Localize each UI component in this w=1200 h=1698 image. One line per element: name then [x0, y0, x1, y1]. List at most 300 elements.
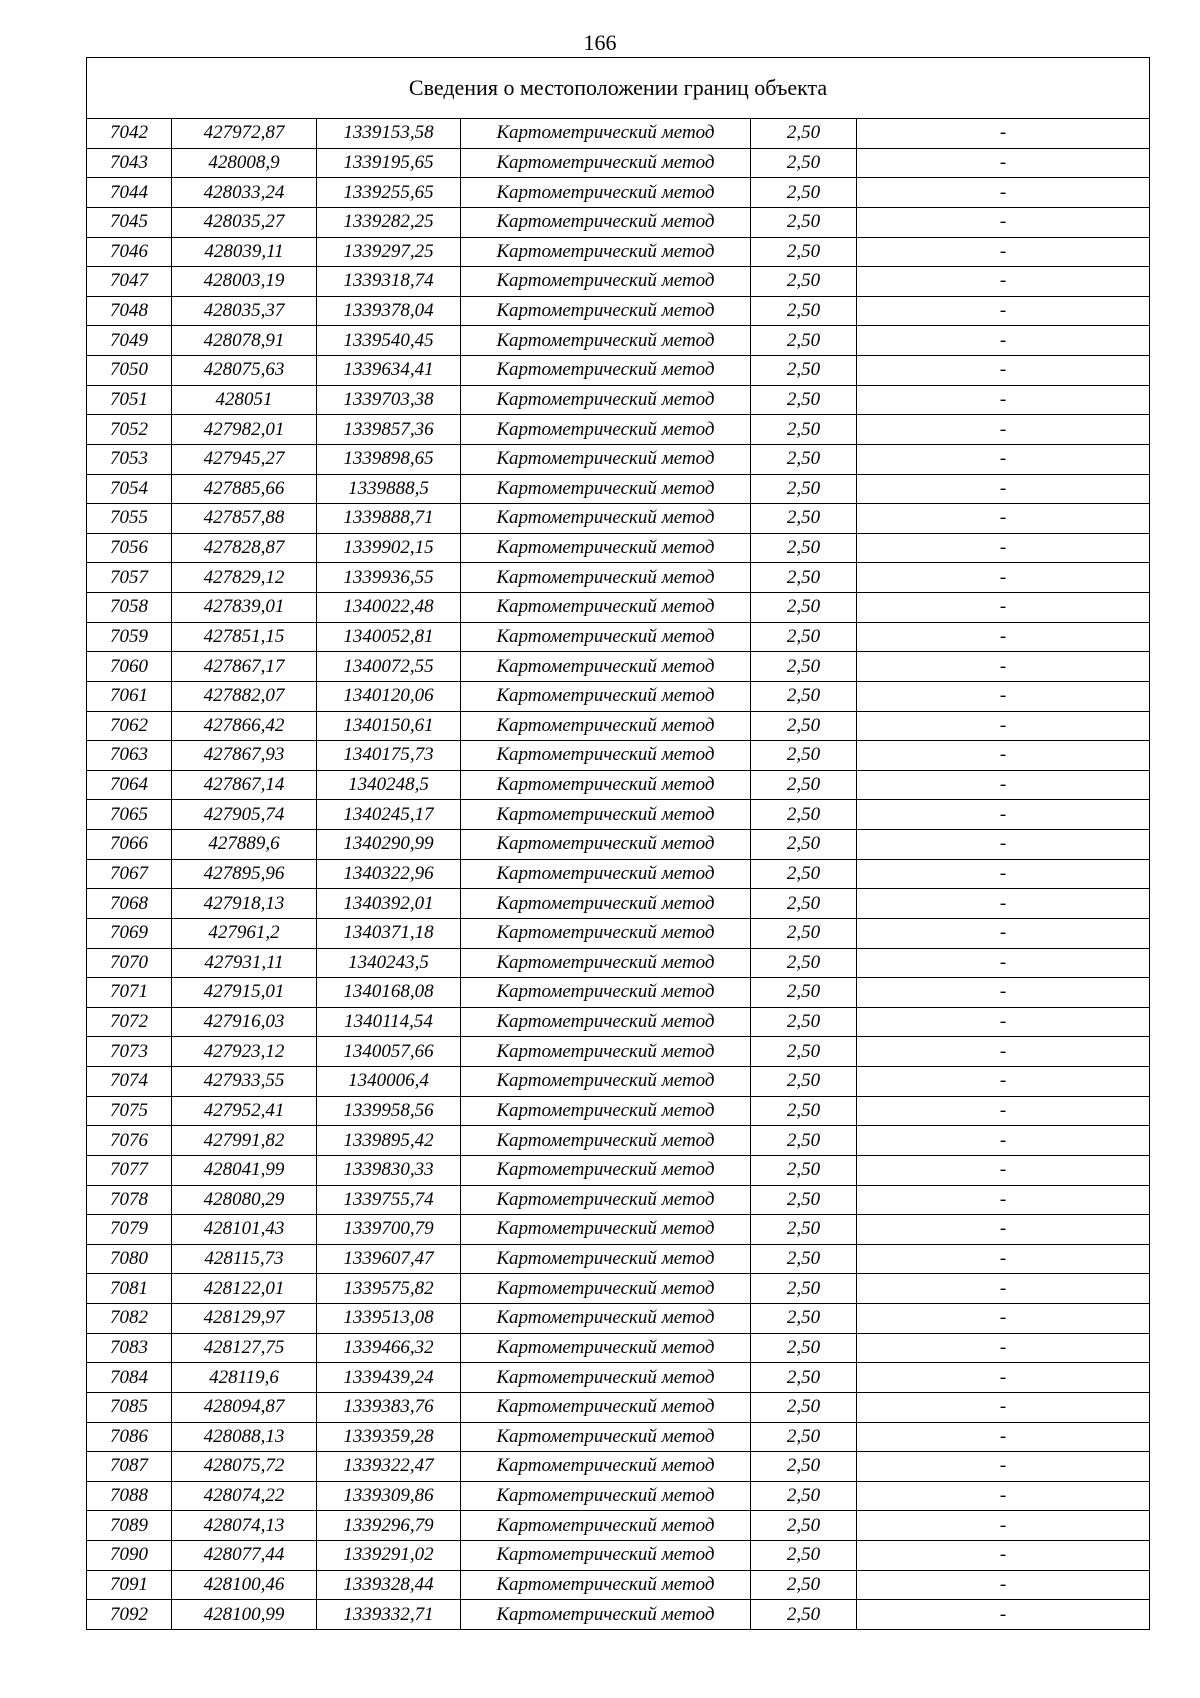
- cell-coordinate-y: 1339830,33: [317, 1155, 461, 1185]
- cell-accuracy: 2,50: [751, 1600, 857, 1630]
- cell-point-number: 7056: [87, 533, 172, 563]
- cell-description: -: [857, 356, 1150, 386]
- table-row: [87, 978, 1150, 1008]
- cell-description: -: [857, 207, 1150, 237]
- cell-coordinate-y: 1340057,66: [317, 1037, 461, 1067]
- cell-accuracy: 2,50: [751, 681, 857, 711]
- cell-description: -: [857, 444, 1150, 474]
- cell-description: -: [857, 474, 1150, 504]
- cell-determination-method: Картометрический метод: [461, 652, 751, 682]
- cell-coordinate-y: 1339888,5: [317, 474, 461, 504]
- table-row: [87, 1215, 1150, 1245]
- table-row: [87, 1155, 1150, 1185]
- cell-coordinate-x: 428008,9: [172, 148, 317, 178]
- cell-description: -: [857, 1392, 1150, 1422]
- cell-determination-method: Картометрический метод: [461, 119, 751, 149]
- cell-description: -: [857, 741, 1150, 771]
- cell-coordinate-x: 428129,97: [172, 1304, 317, 1334]
- cell-coordinate-y: 1340150,61: [317, 711, 461, 741]
- cell-description: -: [857, 593, 1150, 623]
- cell-accuracy: 2,50: [751, 948, 857, 978]
- cell-coordinate-y: 1339700,79: [317, 1215, 461, 1245]
- table-row: [87, 1452, 1150, 1482]
- cell-accuracy: 2,50: [751, 918, 857, 948]
- table-row: [87, 1600, 1150, 1630]
- cell-accuracy: 2,50: [751, 622, 857, 652]
- cell-point-number: 7077: [87, 1155, 172, 1185]
- table-row: [87, 593, 1150, 623]
- cell-point-number: 7085: [87, 1392, 172, 1422]
- cell-coordinate-y: 1339540,45: [317, 326, 461, 356]
- table-row: [87, 504, 1150, 534]
- cell-point-number: 7057: [87, 563, 172, 593]
- cell-point-number: 7070: [87, 948, 172, 978]
- cell-determination-method: Картометрический метод: [461, 1363, 751, 1393]
- table-row: [87, 1037, 1150, 1067]
- cell-coordinate-y: 1339634,41: [317, 356, 461, 386]
- cell-description: -: [857, 948, 1150, 978]
- cell-coordinate-x: 428075,63: [172, 356, 317, 386]
- cell-accuracy: 2,50: [751, 1422, 857, 1452]
- table-row: [87, 681, 1150, 711]
- cell-coordinate-y: 1340052,81: [317, 622, 461, 652]
- table-row: [87, 1067, 1150, 1097]
- cell-point-number: 7059: [87, 622, 172, 652]
- table-row: [87, 444, 1150, 474]
- table-row: [87, 1096, 1150, 1126]
- table-row: [87, 415, 1150, 445]
- cell-coordinate-y: 1339195,65: [317, 148, 461, 178]
- cell-determination-method: Картометрический метод: [461, 1422, 751, 1452]
- cell-determination-method: Картометрический метод: [461, 1392, 751, 1422]
- cell-description: -: [857, 1215, 1150, 1245]
- cell-determination-method: Картометрический метод: [461, 178, 751, 208]
- cell-description: -: [857, 296, 1150, 326]
- cell-determination-method: Картометрический метод: [461, 800, 751, 830]
- cell-point-number: 7064: [87, 770, 172, 800]
- table-row: [87, 711, 1150, 741]
- table-body: [87, 119, 1150, 1630]
- cell-coordinate-y: 1339255,65: [317, 178, 461, 208]
- table-row: [87, 237, 1150, 267]
- cell-accuracy: 2,50: [751, 1363, 857, 1393]
- cell-coordinate-x: 427945,27: [172, 444, 317, 474]
- cell-point-number: 7090: [87, 1541, 172, 1571]
- table-row: [87, 1481, 1150, 1511]
- cell-description: -: [857, 1185, 1150, 1215]
- cell-description: -: [857, 326, 1150, 356]
- cell-description: -: [857, 533, 1150, 563]
- cell-coordinate-x: 428074,13: [172, 1511, 317, 1541]
- cell-accuracy: 2,50: [751, 800, 857, 830]
- table-row: [87, 563, 1150, 593]
- table-row: [87, 652, 1150, 682]
- cell-coordinate-x: 428077,44: [172, 1541, 317, 1571]
- cell-determination-method: Картометрический метод: [461, 1274, 751, 1304]
- table-row: [87, 1511, 1150, 1541]
- cell-coordinate-x: 428100,46: [172, 1570, 317, 1600]
- cell-point-number: 7051: [87, 385, 172, 415]
- table-row: [87, 889, 1150, 919]
- cell-determination-method: Картометрический метод: [461, 1481, 751, 1511]
- cell-accuracy: 2,50: [751, 1155, 857, 1185]
- cell-coordinate-x: 428115,73: [172, 1244, 317, 1274]
- cell-coordinate-x: 428100,99: [172, 1600, 317, 1630]
- cell-description: -: [857, 1333, 1150, 1363]
- cell-coordinate-x: 428080,29: [172, 1185, 317, 1215]
- cell-accuracy: 2,50: [751, 830, 857, 860]
- cell-coordinate-x: 427889,6: [172, 830, 317, 860]
- cell-coordinate-x: 427952,41: [172, 1096, 317, 1126]
- table-row: [87, 1007, 1150, 1037]
- cell-accuracy: 2,50: [751, 1541, 857, 1571]
- cell-coordinate-y: 1339383,76: [317, 1392, 461, 1422]
- cell-coordinate-y: 1339888,71: [317, 504, 461, 534]
- table-row: [87, 326, 1150, 356]
- cell-description: -: [857, 1481, 1150, 1511]
- cell-coordinate-x: 428094,87: [172, 1392, 317, 1422]
- cell-coordinate-y: 1340120,06: [317, 681, 461, 711]
- cell-determination-method: Картометрический метод: [461, 385, 751, 415]
- table-title-row: [87, 58, 1150, 119]
- cell-description: -: [857, 237, 1150, 267]
- cell-coordinate-x: 428074,22: [172, 1481, 317, 1511]
- cell-accuracy: 2,50: [751, 593, 857, 623]
- cell-determination-method: Картометрический метод: [461, 148, 751, 178]
- cell-accuracy: 2,50: [751, 1037, 857, 1067]
- table-row: [87, 1363, 1150, 1393]
- cell-coordinate-x: 427851,15: [172, 622, 317, 652]
- cell-coordinate-x: 427915,01: [172, 978, 317, 1008]
- cell-point-number: 7045: [87, 207, 172, 237]
- cell-coordinate-x: 427905,74: [172, 800, 317, 830]
- cell-description: -: [857, 504, 1150, 534]
- cell-coordinate-x: 428119,6: [172, 1363, 317, 1393]
- cell-coordinate-x: 427866,42: [172, 711, 317, 741]
- cell-coordinate-y: 1339703,38: [317, 385, 461, 415]
- cell-coordinate-x: 427829,12: [172, 563, 317, 593]
- cell-coordinate-x: 427882,07: [172, 681, 317, 711]
- cell-description: -: [857, 711, 1150, 741]
- cell-point-number: 7076: [87, 1126, 172, 1156]
- cell-accuracy: 2,50: [751, 652, 857, 682]
- cell-description: -: [857, 1600, 1150, 1630]
- cell-determination-method: Картометрический метод: [461, 207, 751, 237]
- cell-point-number: 7092: [87, 1600, 172, 1630]
- cell-description: -: [857, 1037, 1150, 1067]
- cell-coordinate-y: 1339332,71: [317, 1600, 461, 1630]
- cell-point-number: 7087: [87, 1452, 172, 1482]
- cell-accuracy: 2,50: [751, 1126, 857, 1156]
- cell-accuracy: 2,50: [751, 859, 857, 889]
- cell-description: -: [857, 1096, 1150, 1126]
- cell-coordinate-y: 1340322,96: [317, 859, 461, 889]
- cell-coordinate-y: 1340175,73: [317, 741, 461, 771]
- cell-description: -: [857, 652, 1150, 682]
- cell-coordinate-y: 1340168,08: [317, 978, 461, 1008]
- table-row: [87, 1392, 1150, 1422]
- table-row: [87, 859, 1150, 889]
- cell-determination-method: Картометрический метод: [461, 504, 751, 534]
- cell-coordinate-x: 427982,01: [172, 415, 317, 445]
- cell-determination-method: Картометрический метод: [461, 770, 751, 800]
- table-row: [87, 1333, 1150, 1363]
- cell-coordinate-y: 1339318,74: [317, 267, 461, 297]
- cell-point-number: 7069: [87, 918, 172, 948]
- cell-coordinate-y: 1339282,25: [317, 207, 461, 237]
- cell-accuracy: 2,50: [751, 356, 857, 386]
- cell-description: -: [857, 1511, 1150, 1541]
- cell-coordinate-y: 1339958,56: [317, 1096, 461, 1126]
- cell-determination-method: Картометрический метод: [461, 681, 751, 711]
- cell-coordinate-y: 1340006,4: [317, 1067, 461, 1097]
- cell-accuracy: 2,50: [751, 1481, 857, 1511]
- cell-coordinate-y: 1340072,55: [317, 652, 461, 682]
- cell-coordinate-x: 428127,75: [172, 1333, 317, 1363]
- cell-coordinate-y: 1339322,47: [317, 1452, 461, 1482]
- cell-determination-method: Картометрический метод: [461, 1570, 751, 1600]
- cell-coordinate-x: 427895,96: [172, 859, 317, 889]
- cell-coordinate-y: 1340245,17: [317, 800, 461, 830]
- cell-point-number: 7054: [87, 474, 172, 504]
- cell-accuracy: 2,50: [751, 889, 857, 919]
- cell-description: -: [857, 889, 1150, 919]
- cell-coordinate-y: 1339291,02: [317, 1541, 461, 1571]
- cell-determination-method: Картометрический метод: [461, 1333, 751, 1363]
- cell-point-number: 7050: [87, 356, 172, 386]
- cell-description: -: [857, 1007, 1150, 1037]
- table-row: [87, 948, 1150, 978]
- cell-point-number: 7052: [87, 415, 172, 445]
- table-row: [87, 178, 1150, 208]
- cell-description: -: [857, 1422, 1150, 1452]
- cell-coordinate-y: 1339296,79: [317, 1511, 461, 1541]
- cell-description: -: [857, 178, 1150, 208]
- cell-accuracy: 2,50: [751, 296, 857, 326]
- cell-determination-method: Картометрический метод: [461, 1452, 751, 1482]
- cell-determination-method: Картометрический метод: [461, 1007, 751, 1037]
- cell-accuracy: 2,50: [751, 148, 857, 178]
- cell-accuracy: 2,50: [751, 1007, 857, 1037]
- cell-coordinate-x: 427961,2: [172, 918, 317, 948]
- cell-point-number: 7081: [87, 1274, 172, 1304]
- cell-coordinate-x: 427933,55: [172, 1067, 317, 1097]
- cell-description: -: [857, 563, 1150, 593]
- cell-point-number: 7079: [87, 1215, 172, 1245]
- table-row: [87, 800, 1150, 830]
- cell-coordinate-y: 1340392,01: [317, 889, 461, 919]
- cell-determination-method: Картометрический метод: [461, 978, 751, 1008]
- cell-point-number: 7044: [87, 178, 172, 208]
- cell-point-number: 7071: [87, 978, 172, 1008]
- cell-coordinate-x: 427857,88: [172, 504, 317, 534]
- page-number: 166: [583, 30, 617, 55]
- cell-coordinate-x: 427991,82: [172, 1126, 317, 1156]
- cell-accuracy: 2,50: [751, 1185, 857, 1215]
- cell-accuracy: 2,50: [751, 1067, 857, 1097]
- cell-accuracy: 2,50: [751, 207, 857, 237]
- cell-accuracy: 2,50: [751, 1096, 857, 1126]
- cell-point-number: 7082: [87, 1304, 172, 1334]
- cell-coordinate-y: 1339153,58: [317, 119, 461, 149]
- cell-determination-method: Картометрический метод: [461, 622, 751, 652]
- cell-description: -: [857, 1274, 1150, 1304]
- cell-coordinate-x: 427867,14: [172, 770, 317, 800]
- cell-coordinate-y: 1339378,04: [317, 296, 461, 326]
- cell-coordinate-x: 427867,93: [172, 741, 317, 771]
- cell-determination-method: Картометрический метод: [461, 741, 751, 771]
- cell-determination-method: Картометрический метод: [461, 563, 751, 593]
- cell-determination-method: Картометрический метод: [461, 830, 751, 860]
- cell-description: -: [857, 1304, 1150, 1334]
- table-row: [87, 830, 1150, 860]
- cell-determination-method: Картометрический метод: [461, 593, 751, 623]
- table-row: [87, 1274, 1150, 1304]
- cell-point-number: 7061: [87, 681, 172, 711]
- cell-coordinate-y: 1340290,99: [317, 830, 461, 860]
- cell-point-number: 7049: [87, 326, 172, 356]
- cell-accuracy: 2,50: [751, 178, 857, 208]
- cell-coordinate-x: 427839,01: [172, 593, 317, 623]
- cell-point-number: 7047: [87, 267, 172, 297]
- cell-coordinate-x: 427828,87: [172, 533, 317, 563]
- cell-coordinate-y: 1339513,08: [317, 1304, 461, 1334]
- cell-description: -: [857, 1126, 1150, 1156]
- cell-description: -: [857, 1452, 1150, 1482]
- cell-description: -: [857, 770, 1150, 800]
- cell-description: -: [857, 148, 1150, 178]
- table-title: Сведения о местоположении границ объекта: [87, 58, 1150, 119]
- cell-determination-method: Картометрический метод: [461, 1185, 751, 1215]
- cell-point-number: 7058: [87, 593, 172, 623]
- cell-coordinate-x: 428003,19: [172, 267, 317, 297]
- cell-point-number: 7043: [87, 148, 172, 178]
- cell-description: -: [857, 681, 1150, 711]
- cell-point-number: 7067: [87, 859, 172, 889]
- cell-coordinate-y: 1339902,15: [317, 533, 461, 563]
- cell-determination-method: Картометрический метод: [461, 444, 751, 474]
- table-row: [87, 918, 1150, 948]
- cell-point-number: 7042: [87, 119, 172, 149]
- cell-description: -: [857, 918, 1150, 948]
- cell-coordinate-y: 1340371,18: [317, 918, 461, 948]
- cell-coordinate-x: 428033,24: [172, 178, 317, 208]
- boundary-coordinates-table: [86, 57, 1150, 1630]
- cell-point-number: 7046: [87, 237, 172, 267]
- table-row: [87, 770, 1150, 800]
- cell-coordinate-y: 1339328,44: [317, 1570, 461, 1600]
- cell-coordinate-y: 1339898,65: [317, 444, 461, 474]
- cell-description: -: [857, 1570, 1150, 1600]
- cell-determination-method: Картометрический метод: [461, 1096, 751, 1126]
- cell-description: -: [857, 415, 1150, 445]
- cell-determination-method: Картометрический метод: [461, 1037, 751, 1067]
- cell-determination-method: Картометрический метод: [461, 1304, 751, 1334]
- cell-coordinate-y: 1339895,42: [317, 1126, 461, 1156]
- cell-description: -: [857, 1067, 1150, 1097]
- cell-determination-method: Картометрический метод: [461, 948, 751, 978]
- cell-coordinate-x: 428035,37: [172, 296, 317, 326]
- cell-coordinate-x: 427918,13: [172, 889, 317, 919]
- cell-coordinate-x: 427923,12: [172, 1037, 317, 1067]
- cell-coordinate-x: 427931,11: [172, 948, 317, 978]
- cell-determination-method: Картометрический метод: [461, 1215, 751, 1245]
- cell-point-number: 7074: [87, 1067, 172, 1097]
- cell-description: -: [857, 119, 1150, 149]
- cell-determination-method: Картометрический метод: [461, 237, 751, 267]
- cell-accuracy: 2,50: [751, 326, 857, 356]
- cell-accuracy: 2,50: [751, 1244, 857, 1274]
- cell-coordinate-x: 428039,11: [172, 237, 317, 267]
- cell-coordinate-y: 1340022,48: [317, 593, 461, 623]
- cell-point-number: 7072: [87, 1007, 172, 1037]
- cell-point-number: 7075: [87, 1096, 172, 1126]
- cell-coordinate-x: 428035,27: [172, 207, 317, 237]
- cell-coordinate-x: 428051: [172, 385, 317, 415]
- cell-accuracy: 2,50: [751, 1392, 857, 1422]
- cell-accuracy: 2,50: [751, 770, 857, 800]
- cell-coordinate-x: 427867,17: [172, 652, 317, 682]
- cell-description: -: [857, 978, 1150, 1008]
- cell-accuracy: 2,50: [751, 1215, 857, 1245]
- table-row: [87, 533, 1150, 563]
- cell-determination-method: Картометрический метод: [461, 918, 751, 948]
- cell-determination-method: Картометрический метод: [461, 1067, 751, 1097]
- table-row: [87, 1185, 1150, 1215]
- cell-accuracy: 2,50: [751, 1304, 857, 1334]
- cell-coordinate-y: 1340243,5: [317, 948, 461, 978]
- table-row: [87, 741, 1150, 771]
- cell-coordinate-x: 428078,91: [172, 326, 317, 356]
- cell-determination-method: Картометрический метод: [461, 474, 751, 504]
- cell-point-number: 7053: [87, 444, 172, 474]
- cell-point-number: 7062: [87, 711, 172, 741]
- cell-determination-method: Картометрический метод: [461, 533, 751, 563]
- table-row: [87, 385, 1150, 415]
- cell-determination-method: Картометрический метод: [461, 1511, 751, 1541]
- cell-accuracy: 2,50: [751, 1452, 857, 1482]
- cell-determination-method: Картометрический метод: [461, 889, 751, 919]
- cell-coordinate-y: 1340114,54: [317, 1007, 461, 1037]
- table-row: [87, 1541, 1150, 1571]
- table-row: [87, 622, 1150, 652]
- cell-coordinate-x: 427972,87: [172, 119, 317, 149]
- cell-description: -: [857, 859, 1150, 889]
- cell-coordinate-x: 428088,13: [172, 1422, 317, 1452]
- cell-accuracy: 2,50: [751, 415, 857, 445]
- cell-coordinate-y: 1339575,82: [317, 1274, 461, 1304]
- cell-accuracy: 2,50: [751, 1274, 857, 1304]
- table-row: [87, 474, 1150, 504]
- cell-description: -: [857, 267, 1150, 297]
- cell-accuracy: 2,50: [751, 385, 857, 415]
- table-row: [87, 1422, 1150, 1452]
- table-row: [87, 1126, 1150, 1156]
- cell-determination-method: Картометрический метод: [461, 267, 751, 297]
- cell-description: -: [857, 385, 1150, 415]
- cell-point-number: 7084: [87, 1363, 172, 1393]
- cell-description: -: [857, 1363, 1150, 1393]
- cell-coordinate-y: 1339309,86: [317, 1481, 461, 1511]
- cell-description: -: [857, 1541, 1150, 1571]
- cell-determination-method: Картометрический метод: [461, 1600, 751, 1630]
- cell-accuracy: 2,50: [751, 1511, 857, 1541]
- cell-description: -: [857, 800, 1150, 830]
- cell-determination-method: Картометрический метод: [461, 711, 751, 741]
- table-row: [87, 207, 1150, 237]
- cell-point-number: 7048: [87, 296, 172, 326]
- cell-point-number: 7068: [87, 889, 172, 919]
